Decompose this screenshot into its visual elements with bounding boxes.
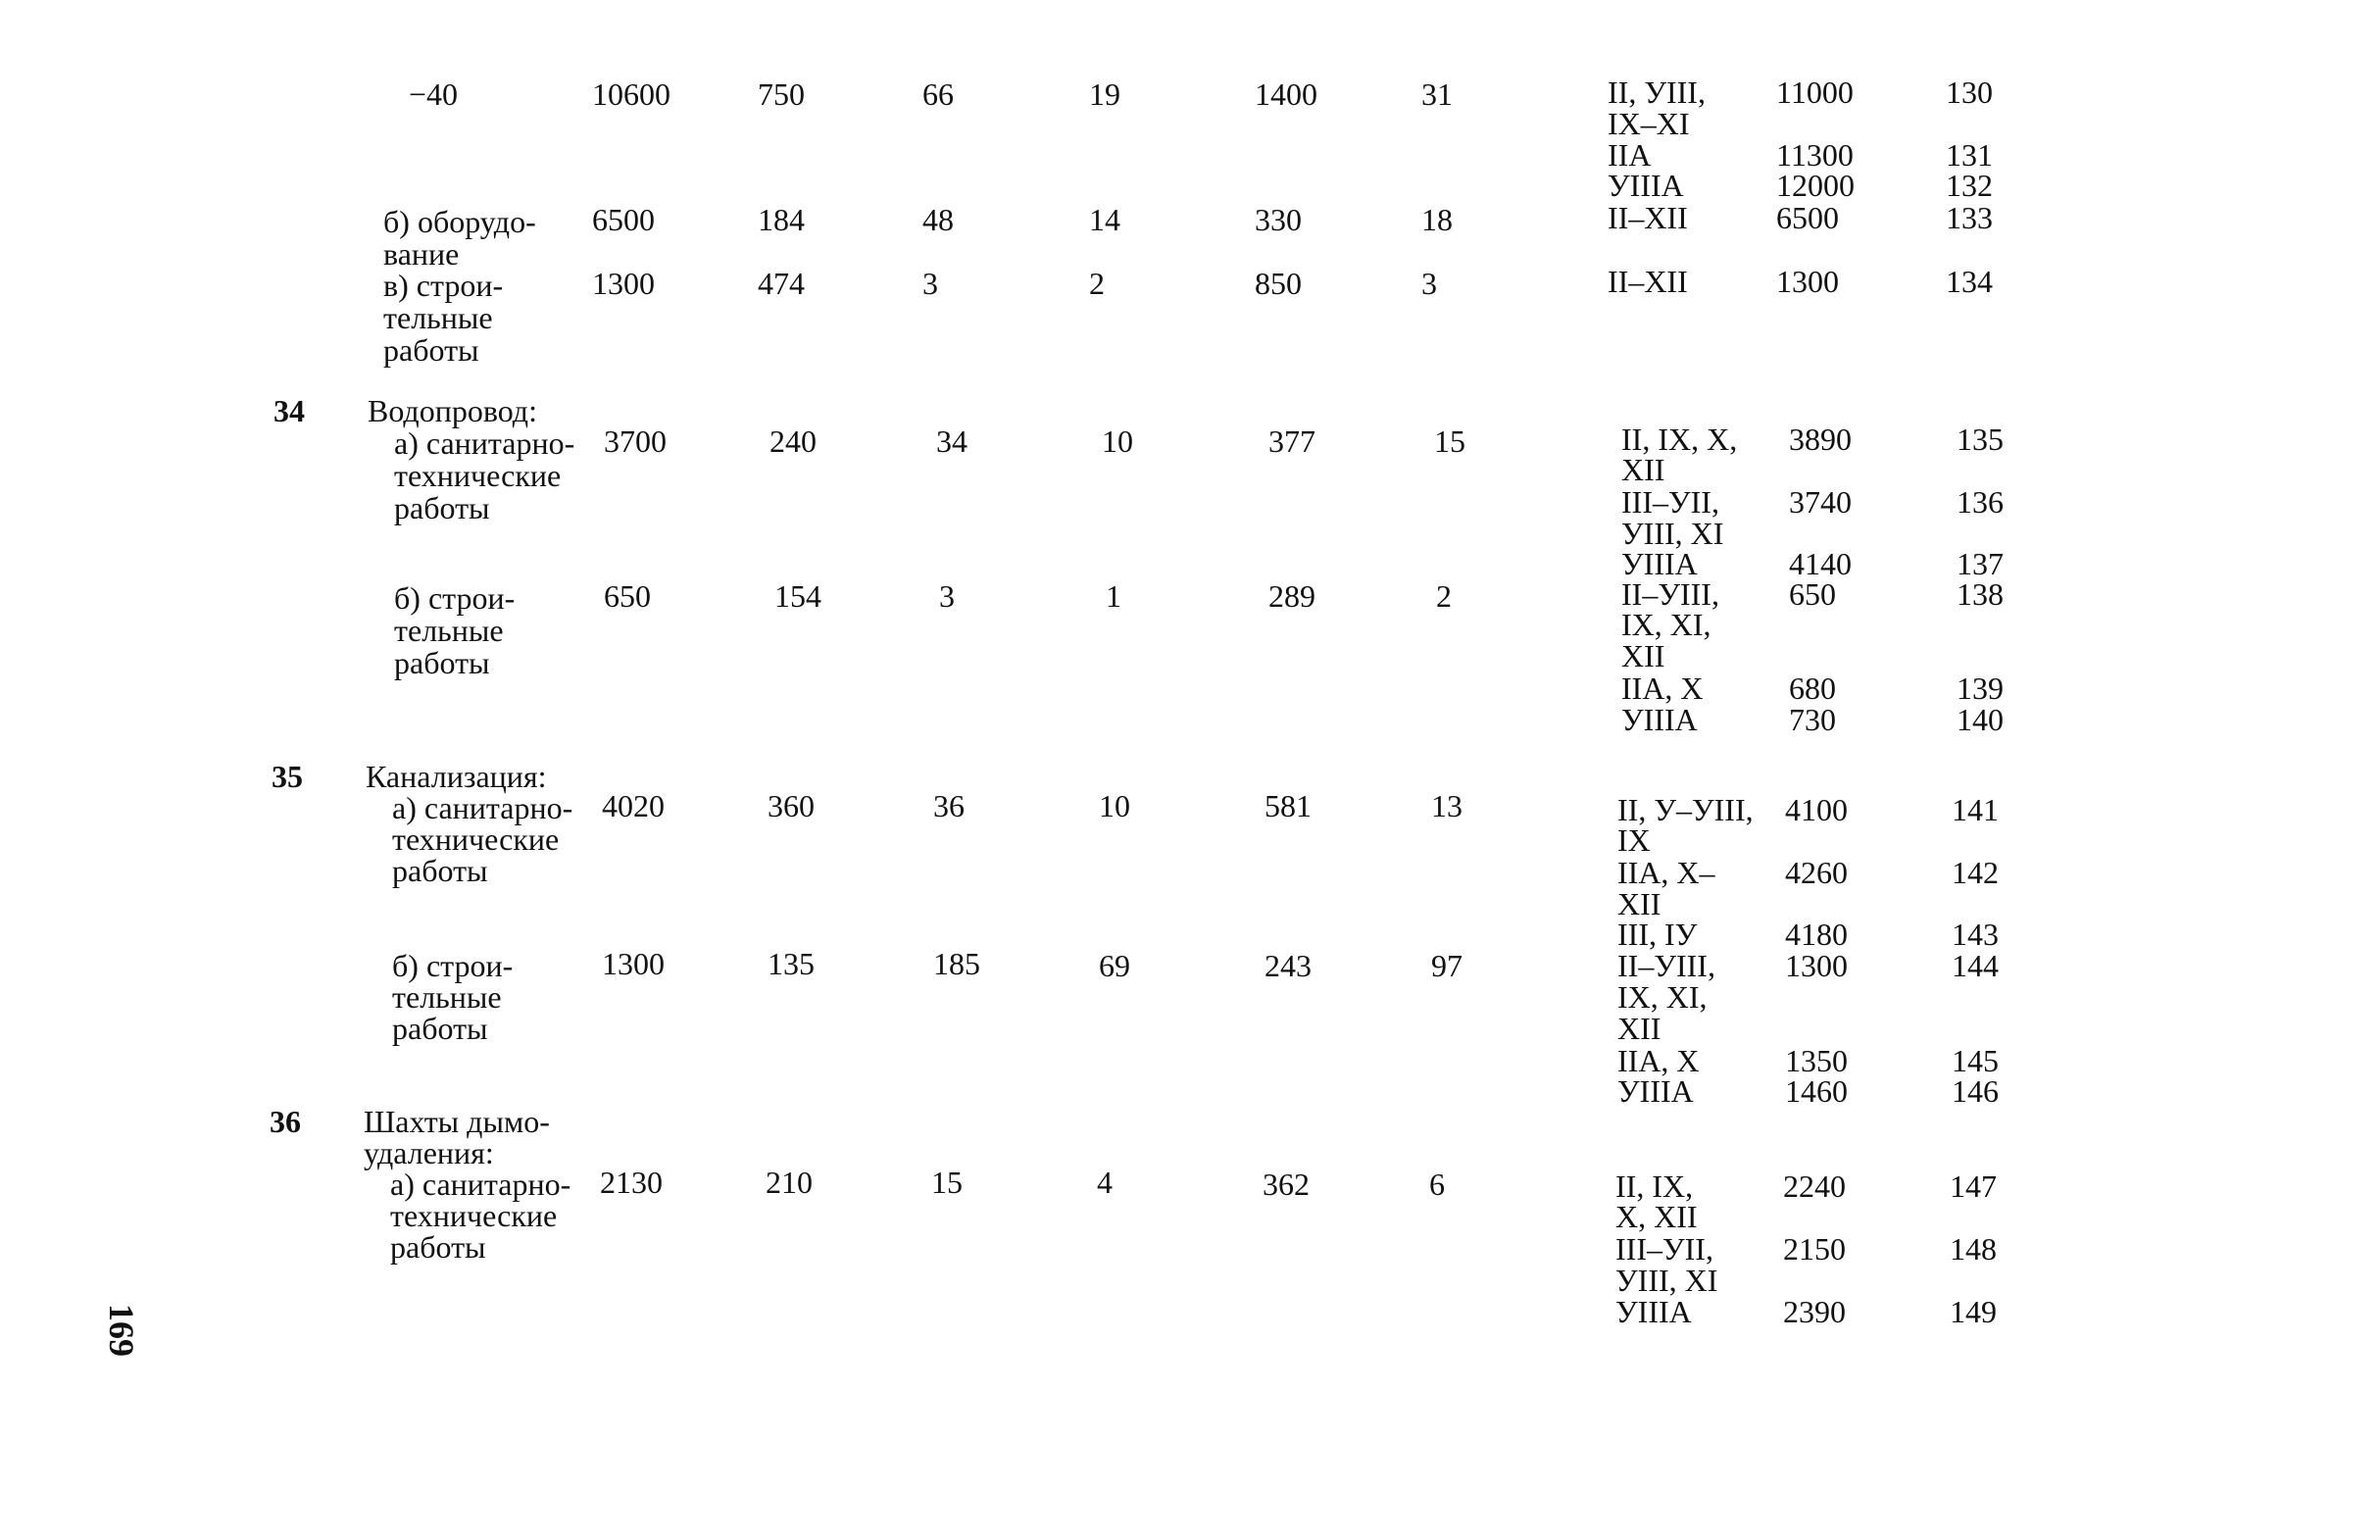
region-label: III, IУ	[1617, 917, 1698, 952]
row-name-line: а) санитарно-	[390, 1167, 571, 1202]
region-cost: 650	[1789, 576, 1836, 612]
region-ref: 149	[1950, 1294, 1997, 1329]
region-ref: 139	[1957, 671, 2004, 706]
value-cell: 240	[769, 423, 817, 459]
value-cell: 3	[922, 266, 938, 301]
value-cell: 3	[1421, 266, 1437, 301]
region-ref: 136	[1957, 484, 2004, 520]
region-ref: 132	[1946, 168, 1993, 203]
region-cost: 11000	[1776, 75, 1854, 110]
row-name-line: в) строи-	[383, 268, 504, 303]
row-name-line: работы	[390, 1229, 486, 1265]
region-cost: 1350	[1785, 1043, 1848, 1078]
region-cost: 1300	[1776, 264, 1839, 299]
value-cell: 210	[766, 1165, 813, 1200]
region-ref: 135	[1957, 422, 2004, 457]
value-cell: 184	[758, 202, 805, 237]
value-cell: 154	[774, 578, 821, 614]
row-name-line: тельные	[394, 613, 504, 648]
region-ref: 137	[1957, 546, 2004, 581]
region-ref: 140	[1957, 702, 2004, 737]
value-cell: 135	[768, 946, 815, 981]
region-label: XII	[1621, 638, 1665, 673]
value-cell: 243	[1264, 948, 1312, 983]
region-label: УIII, XI	[1621, 516, 1724, 551]
value-cell: 34	[936, 423, 967, 459]
region-label: II, IX,	[1615, 1168, 1694, 1204]
section-number: 34	[273, 393, 305, 428]
region-cost: 1460	[1785, 1073, 1848, 1109]
region-cost: 2150	[1783, 1231, 1846, 1267]
row-name-line: работы	[394, 645, 490, 680]
region-label: УIIIA	[1608, 168, 1684, 203]
region-label: IX, XI,	[1617, 979, 1708, 1015]
region-cost: 11300	[1776, 137, 1854, 173]
value-cell: 360	[768, 788, 815, 823]
region-label: II–УIII,	[1621, 576, 1719, 612]
region-label: IIA, X–	[1617, 855, 1715, 890]
region-ref: 148	[1950, 1231, 1997, 1267]
value-cell: 2	[1436, 578, 1452, 614]
value-cell: 1400	[1255, 76, 1317, 112]
region-label: УIIIA	[1617, 1073, 1694, 1109]
value-cell: 650	[604, 578, 651, 614]
region-label: II–УIII,	[1617, 948, 1715, 983]
value-cell: 36	[933, 788, 965, 823]
region-label: IX–XI	[1608, 106, 1690, 141]
value-cell: 13	[1431, 788, 1463, 823]
row-name-line: работы	[392, 1011, 488, 1046]
region-ref: 131	[1946, 137, 1993, 173]
region-label: УIIIA	[1621, 546, 1698, 581]
value-cell: 6	[1429, 1167, 1445, 1202]
value-cell: 48	[922, 202, 954, 237]
row-name-line: работы	[383, 332, 479, 368]
value-cell: 377	[1268, 423, 1315, 459]
value-cell: 289	[1268, 578, 1315, 614]
value-cell: 474	[758, 266, 805, 301]
region-cost: 6500	[1776, 200, 1839, 235]
value-cell: 19	[1089, 76, 1120, 112]
region-ref: 138	[1957, 576, 2004, 612]
value-cell: 185	[933, 946, 980, 981]
region-ref: 146	[1952, 1073, 1999, 1109]
region-cost: 2390	[1783, 1294, 1846, 1329]
value-cell: 31	[1421, 76, 1453, 112]
region-cost: 1300	[1785, 948, 1848, 983]
region-label: IX, XI,	[1621, 607, 1711, 642]
value-cell: 2130	[600, 1165, 663, 1200]
region-ref: 130	[1946, 75, 1993, 110]
value-cell: 15	[1434, 423, 1465, 459]
region-ref: 142	[1952, 855, 1999, 890]
region-ref: 134	[1946, 264, 1993, 299]
region-label: X, XII	[1615, 1199, 1698, 1234]
region-ref: 144	[1952, 948, 1999, 983]
row-name-line: технические	[392, 821, 560, 857]
section-number: 36	[270, 1104, 301, 1139]
section-number: 35	[272, 759, 303, 794]
row-name-line: б) строи-	[394, 580, 516, 616]
region-label: II, IX, X,	[1621, 422, 1738, 457]
row-name: −40	[409, 76, 459, 112]
section-title: Канализация:	[366, 759, 547, 794]
value-cell: 10	[1099, 788, 1130, 823]
section-title-line: Шахты дымо-	[364, 1104, 550, 1139]
region-ref: 143	[1952, 917, 1999, 952]
value-cell: 362	[1263, 1167, 1310, 1202]
value-cell: 3	[939, 578, 955, 614]
row-name-line: тельные	[392, 979, 502, 1015]
region-label: УIII, XI	[1615, 1263, 1718, 1298]
page-number: 169	[102, 1304, 141, 1357]
region-cost: 730	[1789, 702, 1836, 737]
value-cell: 69	[1099, 948, 1130, 983]
row-name-line: работы	[394, 490, 490, 525]
value-cell: 750	[758, 76, 805, 112]
value-cell: 1300	[602, 946, 665, 981]
row-name-line: технические	[394, 458, 562, 493]
region-cost: 4100	[1785, 792, 1848, 827]
region-label: III–УII,	[1615, 1231, 1713, 1267]
value-cell: 6500	[592, 202, 655, 237]
region-label: II, У–УIII,	[1617, 792, 1754, 827]
value-cell: 97	[1431, 948, 1463, 983]
value-cell: 1	[1106, 578, 1121, 614]
value-cell: 18	[1421, 202, 1453, 237]
row-name-line: технические	[390, 1198, 558, 1233]
region-cost: 4140	[1789, 546, 1852, 581]
value-cell: 330	[1255, 202, 1302, 237]
row-name-line: б) строи-	[392, 948, 514, 983]
value-cell: 4020	[602, 788, 665, 823]
value-cell: 10	[1102, 423, 1133, 459]
row-name-line: вание	[383, 236, 460, 272]
region-label: II–XII	[1608, 200, 1688, 235]
section-title: Водопровод:	[368, 393, 537, 428]
value-cell: 10600	[592, 76, 670, 112]
region-cost: 3890	[1789, 422, 1852, 457]
row-name-line: а) санитарно-	[392, 790, 573, 825]
region-label: УIIIA	[1621, 702, 1698, 737]
region-label: УIIIA	[1615, 1294, 1692, 1329]
value-cell: 850	[1255, 266, 1302, 301]
region-label: III–УII,	[1621, 484, 1719, 520]
value-cell: 14	[1089, 202, 1120, 237]
region-label: II–XII	[1608, 264, 1688, 299]
value-cell: 3700	[604, 423, 667, 459]
region-ref: 147	[1950, 1168, 1997, 1204]
region-cost: 3740	[1789, 484, 1852, 520]
region-cost: 680	[1789, 671, 1836, 706]
region-label: IX	[1617, 822, 1651, 858]
region-ref: 145	[1952, 1043, 1999, 1078]
region-label: XII	[1621, 452, 1665, 487]
value-cell: 2	[1089, 266, 1105, 301]
value-cell: 15	[931, 1165, 963, 1200]
region-label: XII	[1617, 886, 1661, 921]
region-label: IIA	[1608, 137, 1652, 173]
region-ref: 133	[1946, 200, 1993, 235]
value-cell: 66	[922, 76, 954, 112]
value-cell: 1300	[592, 266, 655, 301]
region-label: XII	[1617, 1011, 1661, 1046]
section-title-line: удаления:	[364, 1135, 494, 1170]
row-name-line: а) санитарно-	[394, 425, 575, 461]
region-label: II, УIII,	[1608, 75, 1706, 110]
row-name-line: б) оборудо-	[383, 204, 536, 239]
row-name-line: работы	[392, 853, 488, 888]
region-ref: 141	[1952, 792, 1999, 827]
region-label: IIA, X	[1617, 1043, 1700, 1078]
region-cost: 4180	[1785, 917, 1848, 952]
row-name-line: тельные	[383, 300, 493, 335]
region-cost: 4260	[1785, 855, 1848, 890]
value-cell: 581	[1264, 788, 1312, 823]
region-label: IIA, X	[1621, 671, 1704, 706]
value-cell: 4	[1097, 1165, 1113, 1200]
region-cost: 2240	[1783, 1168, 1846, 1204]
region-cost: 12000	[1776, 168, 1855, 203]
